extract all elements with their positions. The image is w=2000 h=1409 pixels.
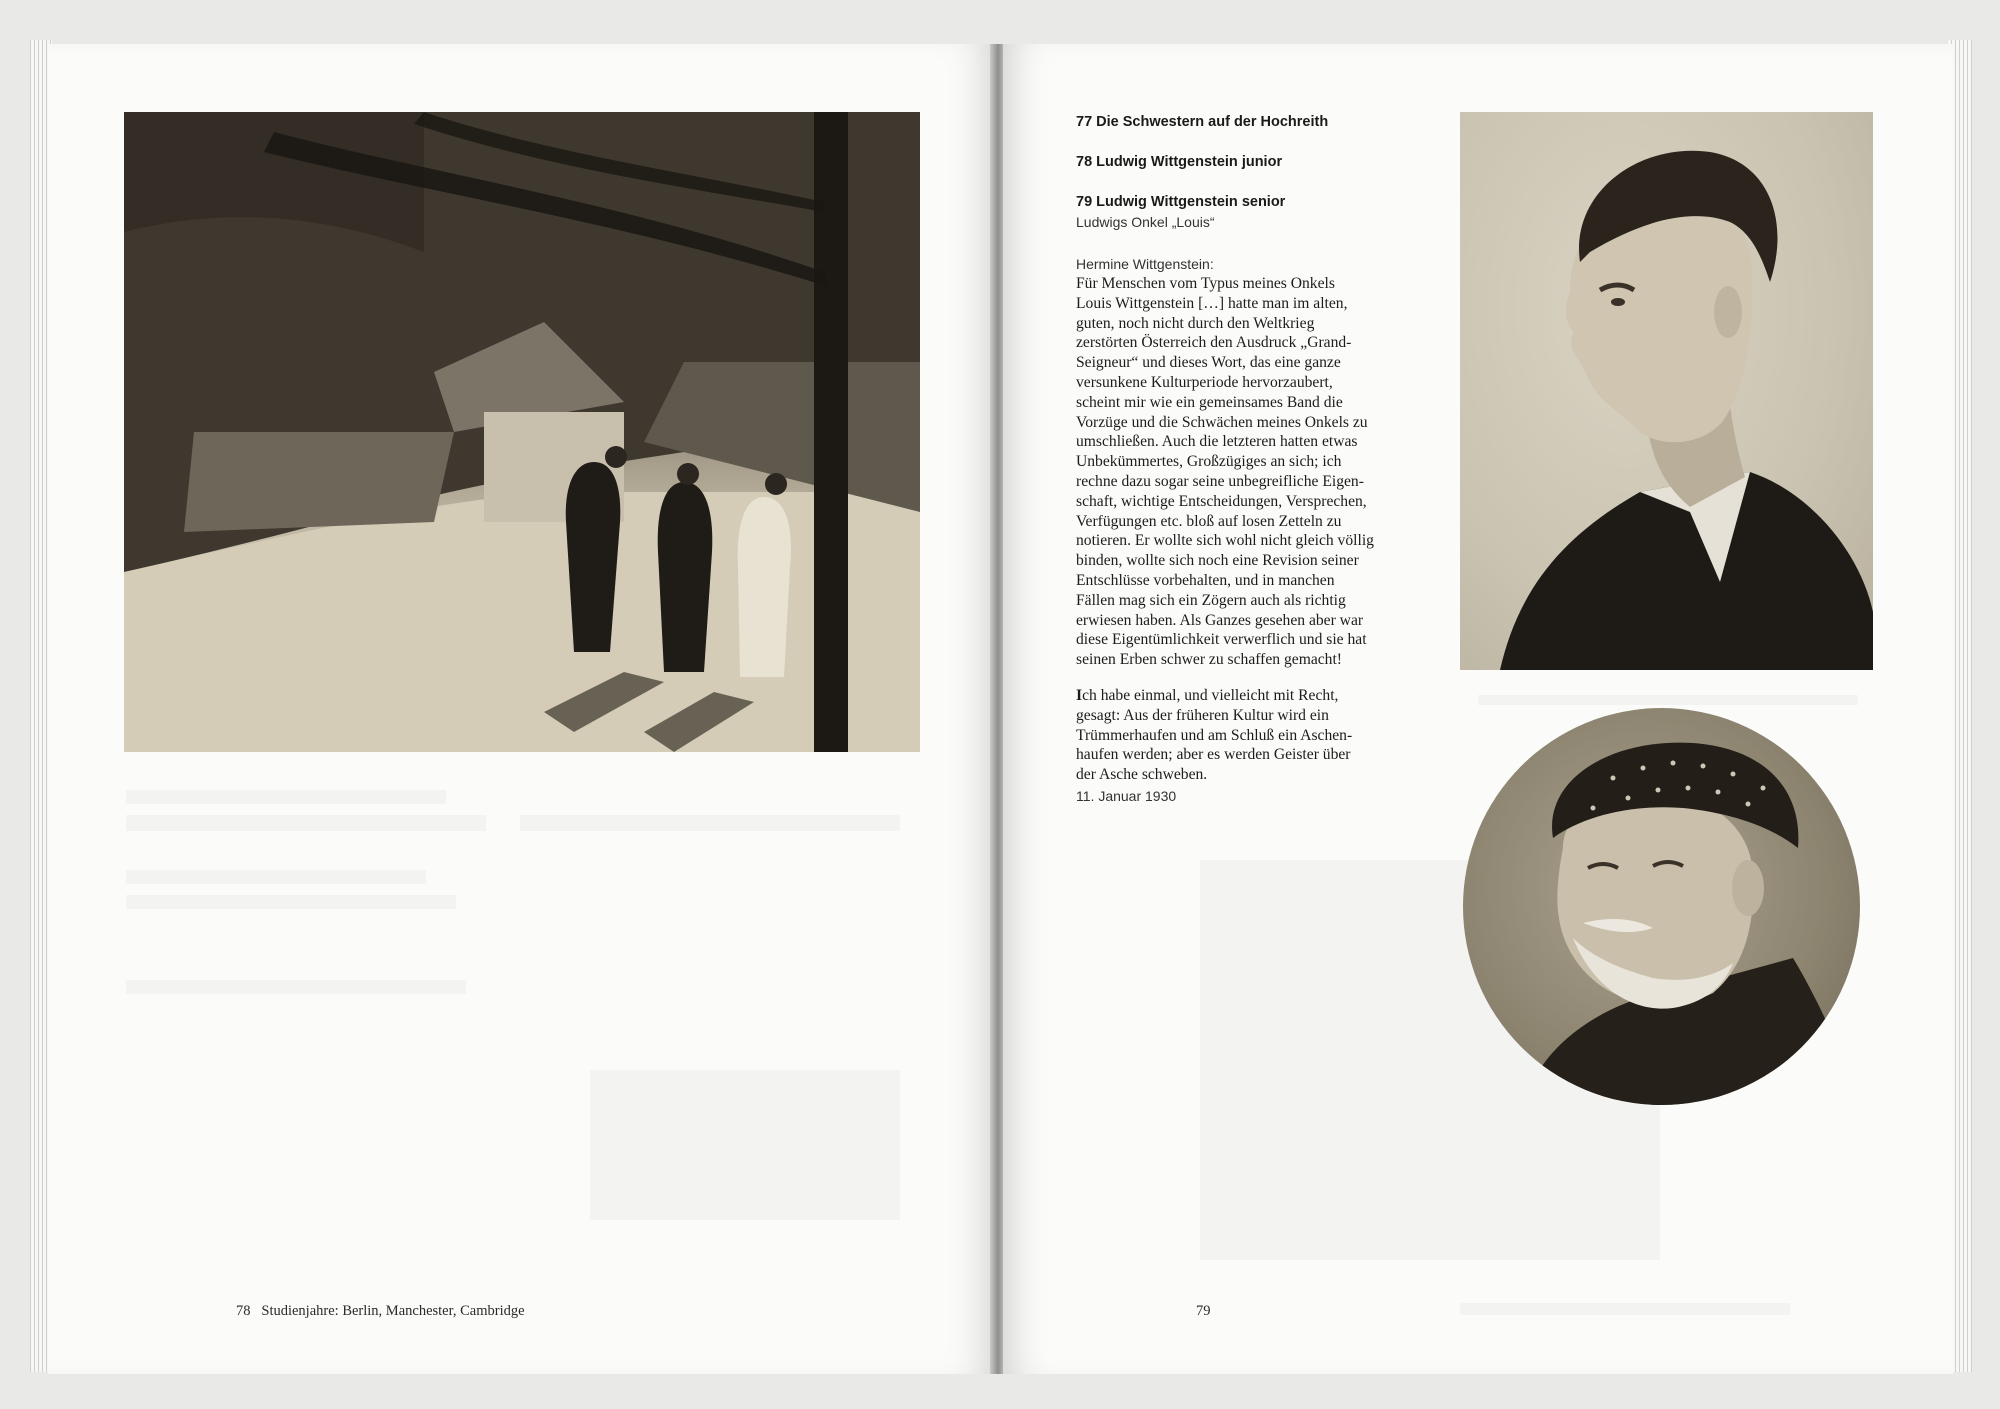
quote-line: umschließen. Auch die letzteren hatten etwas	[1076, 433, 1358, 451]
junior-portrait-illustration	[1460, 112, 1873, 670]
show-through-ghost	[126, 895, 456, 909]
sisters-photo-illustration	[124, 112, 920, 752]
quote-line: Seigneur“ und dieses Wort, das eine ganze	[1076, 354, 1341, 372]
caption-79-subtitle: Ludwigs Onkel „Louis“	[1076, 214, 1215, 230]
quote-line-text: ch habe einmal, und vielleicht mit Recht,	[1082, 687, 1339, 704]
quote-line: der Asche schweben.	[1076, 766, 1208, 784]
quote-line: guten, noch nicht durch den Weltkrieg	[1076, 314, 1315, 332]
quote-line: gesagt: Aus der früheren Kultur wird ein	[1076, 706, 1329, 724]
quote-line: Entschlüsse vorbehalten, und in manchen	[1076, 571, 1335, 589]
quote-line: Vorzüge und die Schwächen meines Onkels zu	[1076, 413, 1368, 431]
senior-portrait-illustration	[1463, 708, 1860, 1105]
quote-line: Fällen mag sich ein Zögern auch als richtig	[1076, 591, 1346, 609]
quote-line: diese Eigentümlichkeit verwerflich und sie hat	[1076, 631, 1367, 649]
quote-line: versunkene Kulturperiode hervorzaubert,	[1076, 373, 1333, 391]
show-through-ghost	[126, 980, 466, 994]
show-through-ghost	[126, 790, 446, 804]
quote-paragraph-2	[1076, 686, 1436, 785]
quote-line: seinen Erben schwer zu schaffen gemacht!	[1076, 651, 1342, 669]
left-page-number: 78	[236, 1303, 251, 1319]
right-page-number: 79	[1196, 1303, 1211, 1319]
quote-line: zerstörten Österreich den Ausdruck „Grand-	[1076, 334, 1352, 352]
show-through-ghost	[126, 870, 426, 884]
quote-line: erwiesen haben. Als Ganzes gesehen aber war	[1076, 611, 1364, 629]
quote-line: schaft, wichtige Entscheidungen, Versprechen,	[1076, 492, 1367, 510]
quote-line: Verfügungen etc. bloß auf losen Zetteln zu	[1076, 512, 1342, 530]
quote-line: rechne dazu sogar seine unbegreifliche Eigen-	[1076, 472, 1364, 490]
photo-ludwig-senior	[1463, 708, 1860, 1105]
show-through-ghost	[590, 1070, 900, 1220]
quote-line	[1076, 686, 1436, 706]
show-through-ghost	[126, 815, 486, 831]
quote-line: haufen werden; aber es werden Geister über	[1076, 746, 1351, 764]
show-through-ghost	[1478, 695, 1858, 705]
quote-line: Unbekümmertes, Großzügiges an sich; ich	[1076, 453, 1342, 471]
caption-77: 77 Die Schwestern auf der Hochreith	[1076, 114, 1329, 130]
quote-line: binden, wollte sich noch eine Revision seiner	[1076, 552, 1359, 570]
quote-line: notieren. Er wollte sich wohl nicht gleich völlig	[1076, 532, 1374, 550]
quote-paragraph-1	[1076, 274, 1436, 670]
caption-78: 78 Ludwig Wittgenstein junior	[1076, 154, 1283, 170]
quote-speaker: Hermine Wittgenstein:	[1076, 256, 1214, 272]
photo-sisters-hochreith	[124, 112, 920, 752]
quote-line: Trümmerhaufen und am Schluß ein Aschen-	[1076, 726, 1353, 744]
left-running-title: Studienjahre: Berlin, Manchester, Cambridge	[261, 1303, 525, 1319]
left-folio	[236, 1303, 525, 1320]
quote-dropcap: I	[1076, 687, 1083, 704]
quote-line: scheint mir wie ein gemeinsames Band die	[1076, 393, 1343, 411]
show-through-ghost	[520, 815, 900, 831]
quote-line: Louis Wittgenstein […] hatte man im alten,	[1076, 294, 1348, 312]
quote-line: Für Menschen vom Typus meines Onkels	[1076, 275, 1335, 292]
caption-79: 79 Ludwig Wittgenstein senior	[1076, 194, 1286, 210]
photo-ludwig-junior	[1460, 112, 1873, 670]
show-through-ghost	[1460, 1303, 1790, 1315]
quote-date: 11. Januar 1930	[1076, 788, 1177, 804]
